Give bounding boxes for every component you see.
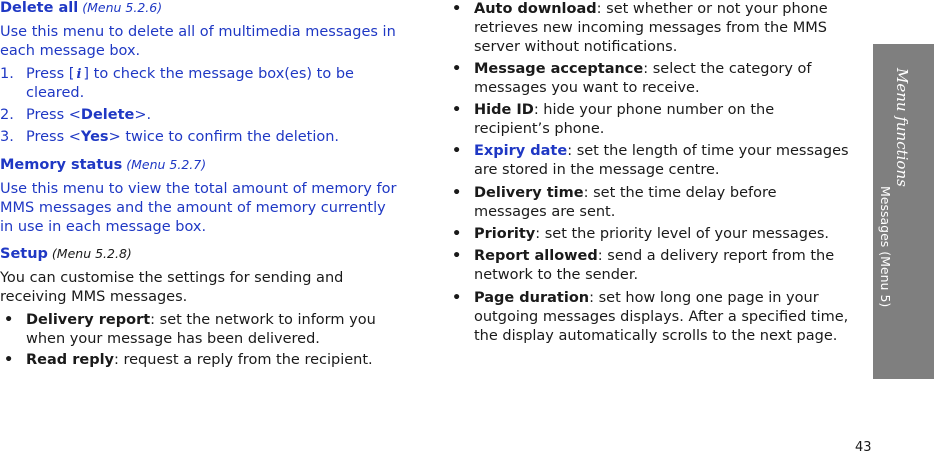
memory-status-description: [0, 180, 396, 237]
setup-title: Setup: [0, 246, 48, 262]
delete-all-description: [0, 23, 396, 61]
section-side-tab: [873, 44, 934, 379]
delete-all-heading: [0, 0, 162, 16]
step-text: [26, 106, 386, 125]
bullet-item: [452, 289, 857, 349]
bullet-desc: outgoing messages displays. After a specified time,: [474, 309, 849, 325]
bullet-desc: : request a reply from the recipient.: [114, 352, 373, 368]
bullet-desc: when your message has been delivered.: [26, 331, 320, 347]
bullet-text: [474, 247, 834, 285]
memory-status-heading: [0, 157, 206, 173]
delete-all-desc-line-2: each message box.: [0, 43, 141, 59]
bullet-dot: •: [452, 248, 462, 264]
bullet-term: Page duration: [474, 290, 590, 306]
delete-all-title: Delete all: [0, 0, 79, 16]
step-number: 2.: [0, 107, 14, 123]
bullet-desc: messages you want to receive.: [474, 80, 700, 96]
step-text: [26, 65, 386, 103]
step-text-part: cleared.: [26, 85, 85, 101]
bullet-desc: : set the network to inform you: [150, 312, 376, 328]
bullet-desc: are stored in the message centre.: [474, 162, 720, 178]
bullet-dot: •: [452, 226, 462, 242]
step-number: 3.: [0, 129, 14, 145]
bullet-item: [452, 225, 857, 245]
memory-status-desc-line-2: MMS messages and the amount of memory currently: [0, 200, 386, 216]
bullet-term: Delivery report: [26, 312, 151, 328]
bullet-text: [474, 101, 774, 139]
step-text-part: > twice to confirm the deletion.: [108, 129, 340, 145]
delete-all-menuref: (Menu 5.2.6): [82, 0, 163, 15]
setup-desc-line-2: receiving MMS messages.: [0, 289, 188, 305]
setup-desc-line-1: You can customise the settings for sending and: [0, 270, 344, 286]
page-number: 43: [855, 440, 872, 455]
bullet-desc: server without notifications.: [474, 39, 678, 55]
bullet-text: [474, 0, 828, 57]
bullet-dot: •: [452, 102, 462, 118]
bullet-text: [26, 351, 373, 370]
step-text-part: Press [: [26, 66, 75, 82]
bullet-dot: •: [452, 290, 462, 306]
bullet-item: [452, 184, 857, 224]
bullet-text: [474, 142, 849, 180]
bullet-text: [474, 225, 829, 244]
memory-status-title: Memory status: [0, 157, 123, 173]
bullet-desc: network to the sender.: [474, 267, 639, 283]
bullet-desc: : set the priority level of your messages.: [535, 226, 830, 242]
bullet-term: Auto download: [474, 1, 597, 17]
memory-status-menuref: (Menu 5.2.7): [126, 157, 207, 172]
bullet-item: [4, 311, 404, 351]
memory-status-desc-line-1: Use this menu to view the total amount of memory for: [0, 181, 397, 197]
bullet-item: [452, 247, 857, 287]
yes-softkey-label: Yes: [80, 129, 109, 145]
bullet-text: [26, 311, 376, 349]
bullet-desc: : set whether or not your phone: [596, 1, 828, 17]
delete-all-step-1: [0, 65, 400, 105]
bullet-dot: •: [452, 143, 462, 159]
bullet-item: [452, 101, 857, 141]
setup-menuref: (Menu 5.2.8): [51, 246, 132, 261]
bullet-desc: : set the time delay before: [583, 185, 777, 201]
bullet-dot: •: [452, 185, 462, 201]
memory-status-desc-line-3: in use in each message box.: [0, 219, 207, 235]
bullet-desc: retrieves new incoming messages from the MMS: [474, 20, 827, 36]
step-text: [26, 128, 386, 147]
bullet-desc: : set the length of time your messages: [567, 143, 849, 159]
step-text-part: Press <: [26, 129, 81, 145]
bullet-text: [474, 289, 848, 346]
bullet-desc: messages are sent.: [474, 204, 616, 220]
delete-all-step-3: [0, 128, 400, 148]
step-number: 1.: [0, 66, 14, 82]
bullet-dot: •: [452, 61, 462, 77]
delete-softkey-label: Delete: [80, 107, 135, 123]
bullet-desc: the display automatically scrolls to the next page.: [474, 328, 838, 344]
bullet-desc: recipient’s phone.: [474, 121, 605, 137]
bullet-term: Hide ID: [474, 102, 534, 118]
step-text-part: Press <: [26, 107, 81, 123]
bullet-dot: •: [4, 312, 14, 328]
bullet-desc: : set how long one page in your: [589, 290, 819, 306]
setup-heading: [0, 246, 132, 262]
bullet-term: Expiry date: [474, 143, 568, 159]
delete-all-step-2: [0, 106, 400, 126]
bullet-desc: : send a delivery report from the: [597, 248, 835, 264]
bullet-term: Priority: [474, 226, 536, 242]
section-tab-label: Menu functions: [893, 68, 911, 187]
bullet-item: [452, 0, 857, 60]
bullet-item: [452, 60, 857, 100]
bullet-dot: •: [4, 352, 14, 368]
bullet-text: [474, 184, 777, 222]
bullet-item: [4, 351, 404, 371]
delete-all-desc-line-1: Use this menu to delete all of multimedia messages in: [0, 24, 396, 40]
bullet-dot: •: [452, 1, 462, 17]
bullet-item: [452, 142, 857, 182]
bullet-term: Delivery time: [474, 185, 584, 201]
step-text-part: >.: [134, 107, 152, 123]
bullet-desc: : hide your phone number on the: [533, 102, 775, 118]
bullet-desc: : select the category of: [643, 61, 812, 77]
bullet-term: Report allowed: [474, 248, 598, 264]
step-text-part: ] to check the message box(es) to be: [83, 66, 354, 82]
bullet-term: Read reply: [26, 352, 114, 368]
info-key-icon: i: [76, 67, 82, 82]
subsection-tab-label: Messages (Menu 5): [878, 186, 893, 308]
bullet-text: [474, 60, 812, 98]
bullet-term: Message acceptance: [474, 61, 644, 77]
setup-description: [0, 269, 343, 307]
